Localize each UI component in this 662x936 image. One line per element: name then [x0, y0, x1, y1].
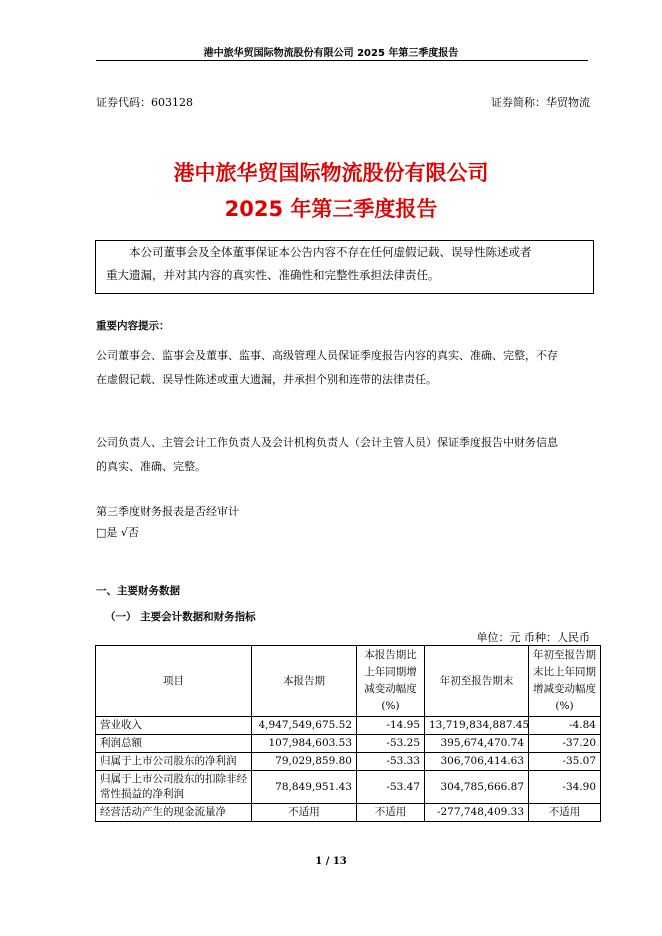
notice-line-2: 重大遗漏，并对其内容的真实性、准确性和完整性承担法律责任。 — [106, 268, 440, 282]
stock-abbreviation: 证券简称：华贸物流 — [491, 96, 590, 109]
cell-value: -14.95 — [357, 717, 425, 735]
cell-value: 306,706,414.63 — [425, 753, 529, 771]
cell-value: 4,947,549,675.52 — [252, 717, 357, 735]
cell-value: -34.90 — [529, 771, 601, 804]
cell-value: 107,984,603.53 — [252, 735, 357, 753]
cell-value: 78,849,951.43 — [252, 771, 357, 804]
important-paragraph-2 — [96, 431, 590, 479]
para1-line-1: 公司董事会、监事会及董事、监事、高级管理人员保证季度报告内容的真实、准确、完整，不存 — [96, 349, 558, 362]
running-header: 港中旅华贸国际物流股份有限公司 2025 年第三季度报告 — [203, 48, 459, 59]
header-item: 项目 — [96, 646, 252, 717]
row-label: 归属于上市公司股东的扣除非经常性损益的净利润 — [96, 771, 252, 804]
cell-value: -37.20 — [529, 735, 601, 753]
table-row — [96, 804, 601, 822]
cell-value: -53.33 — [357, 753, 425, 771]
cell-value: 不适用 — [529, 804, 601, 822]
subsection-heading: （一） 主要会计数据和财务指标 — [105, 611, 256, 623]
cell-value: 79,029,859.80 — [252, 753, 357, 771]
board-notice-box — [95, 240, 594, 294]
audit-question: 第三季度财务报表是否经审计 — [96, 505, 239, 518]
para2-line-2: 的真实、准确、完整。 — [96, 460, 206, 473]
important-paragraph-1 — [96, 344, 590, 392]
table-header-row — [96, 646, 601, 717]
important-heading: 重要内容提示： — [96, 320, 170, 332]
cell-value: 不适用 — [357, 804, 425, 822]
table-row — [96, 735, 601, 753]
header-ytd: 年初至报告期末 — [425, 646, 529, 717]
cell-value: 395,674,470.74 — [425, 735, 529, 753]
cell-value: -53.47 — [357, 771, 425, 804]
stock-code: 证券代码：603128 — [96, 96, 193, 109]
financial-data-table — [95, 645, 601, 822]
page-number: 1 / 13 — [315, 856, 347, 867]
table-row — [96, 717, 601, 735]
cell-value: -4.84 — [529, 717, 601, 735]
row-label: 营业收入 — [96, 717, 252, 735]
unit-currency: 单位：元 币种：人民币 — [476, 631, 590, 644]
cell-value: -53.25 — [357, 735, 425, 753]
header-current-period: 本报告期 — [252, 646, 357, 717]
table-row — [96, 771, 601, 804]
cell-value: -35.07 — [529, 753, 601, 771]
cell-value: 13,719,834,887.45 — [425, 717, 529, 735]
audit-answer: □是 √否 — [96, 526, 139, 539]
para2-line-1: 公司负责人、主管会计工作负责人及会计机构负责人（会计主管人员）保证季度报告中财务信息 — [96, 436, 558, 449]
report-title: 2025 年第三季度报告 — [224, 197, 438, 221]
cell-value: 304,785,666.87 — [425, 771, 529, 804]
header-rule — [96, 60, 588, 61]
cell-value: -277,748,409.33 — [425, 804, 529, 822]
table-row — [96, 753, 601, 771]
company-title: 港中旅华贸国际物流股份有限公司 — [173, 161, 489, 185]
section-heading: 一、主要财务数据 — [96, 585, 180, 597]
row-label: 利润总额 — [96, 735, 252, 753]
row-label: 归属于上市公司股东的净利润 — [96, 753, 252, 771]
cell-value: 不适用 — [252, 804, 357, 822]
row-label: 经营活动产生的现金流量净 — [96, 804, 252, 822]
header-ytd-change: 年初至报告期末比上年同期增减变动幅度(%) — [529, 646, 601, 717]
para1-line-2: 在虚假记载、误导性陈述或重大遗漏，并承担个别和连带的法律责任。 — [96, 373, 437, 386]
notice-line-1: 本公司董事会及全体董事保证本公告内容不存在任何虚假记载、误导性陈述或者 — [129, 245, 532, 259]
header-current-change: 本报告期比上年同期增减变动幅度(%) — [357, 646, 425, 717]
